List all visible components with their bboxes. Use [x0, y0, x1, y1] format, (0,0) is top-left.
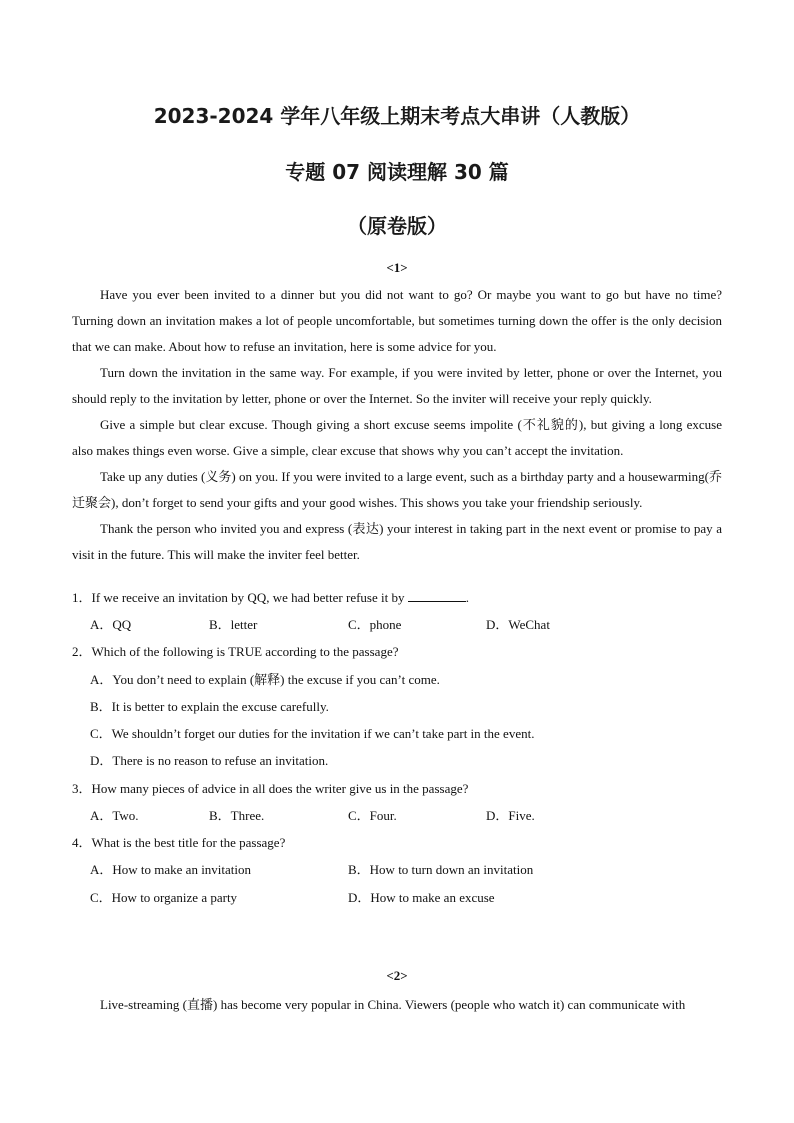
option-a: A．QQ [90, 617, 132, 632]
option-b: B．It is better to explain the excuse carefully. [90, 699, 329, 714]
passage-1-paragraph: Give a simple but clear excuse. Though giving a short excuse seems impolite (不礼貌的), but giving a long excuse also makes things even worse. Give a simple, clear excuse that shows why you can’t accept the invitation. [72, 417, 722, 458]
option-b: B．Three. [209, 808, 265, 823]
section-1-label: <1> [386, 260, 408, 275]
option-c: C．We shouldn’t forget our duties for the invitation if we can’t take part in the event. [90, 726, 535, 741]
option-c: C．phone [348, 617, 402, 632]
passage-1-paragraph: Turn down the invitation in the same way. For example, if you were invited by letter, phone or over the Internet, you should reply to the invitation by letter, phone or over the Internet. So the inviter will receive your reply quickly. [72, 365, 722, 406]
option-c: C．Four. [348, 808, 397, 823]
option-b: B．letter [209, 617, 258, 632]
option-d: D．Five. [486, 808, 535, 823]
answer-blank [408, 589, 466, 602]
passage-1-paragraph: Thank the person who invited you and express (表达) your interest in taking part in the next event or promise to pay a visit in the future. This will make the inviter feel better. [72, 521, 722, 562]
passage-1 [72, 282, 722, 568]
document-version: （原卷版） [347, 214, 447, 238]
document-subtitle: 专题 07 阅读理解 30 篇 [285, 160, 509, 184]
option-d: D．WeChat [486, 617, 550, 632]
option-c: C．How to organize a party [90, 890, 238, 905]
question-3-stem: 3．How many pieces of advice in all does the writer give us in the passage? [72, 781, 469, 796]
passage-1-paragraph: Have you ever been invited to a dinner but you did not want to go? Or maybe you want to go but have no time? Turning down an invitation makes a lot of people uncomfortable, but sometimes turning down the offer is the only decision that we can make. About how to refuse an invitation, here is some advice for you. [72, 287, 722, 354]
section-2-label: <2> [386, 968, 408, 983]
question-1-stem [72, 588, 722, 608]
question-1-end: . [465, 590, 469, 605]
option-b: B．How to turn down an invitation [348, 862, 534, 877]
question-1-text: 1．If we receive an invitation by QQ, we had better refuse it by [72, 590, 405, 605]
document-title: 2023-2024 学年八年级上期末考点大串讲（人教版） [153, 104, 641, 128]
option-a: A．Two. [90, 808, 139, 823]
passage-2-paragraph: Live-streaming (直播) has become very popular in China. Viewers (people who watch it) can communicate with [100, 997, 686, 1012]
option-d: D．How to make an excuse [348, 890, 495, 905]
option-a: A．How to make an invitation [90, 862, 252, 877]
passage-2 [72, 992, 722, 1018]
passage-1-paragraph: Take up any duties (义务) on you. If you were invited to a large event, such as a birthday party and a housewarming(乔迁聚会), don’t forget to send your gifts and your good wishes. This shows you take your friendship seriously. [72, 469, 722, 510]
option-a: A．You don’t need to explain (解释) the excuse if you can’t come. [90, 672, 440, 687]
question-4-stem: 4．What is the best title for the passage? [72, 835, 286, 850]
question-2-stem: 2．Which of the following is TRUE according to the passage? [72, 644, 399, 659]
option-d: D．There is no reason to refuse an invitation. [90, 753, 329, 768]
